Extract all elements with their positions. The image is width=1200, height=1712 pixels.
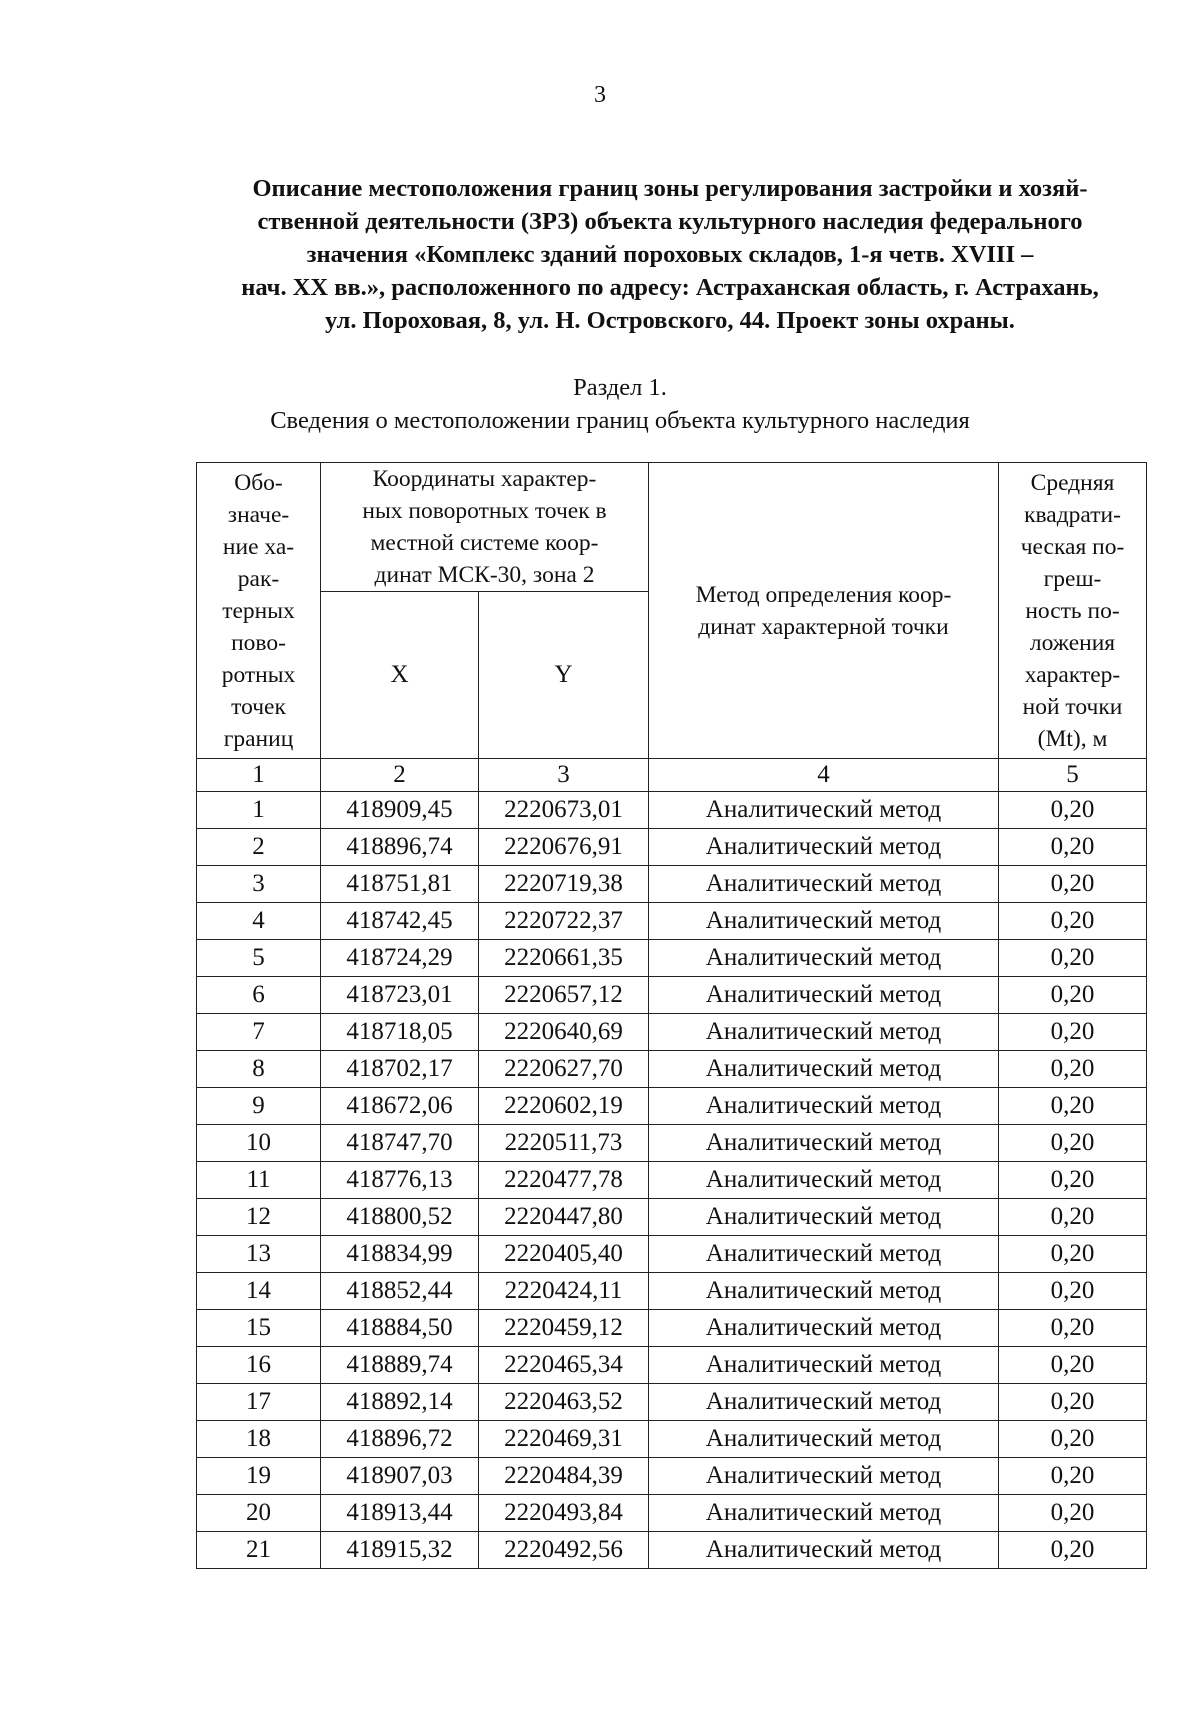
method-cell: Аналитический метод [649, 792, 999, 829]
title-line: ул. Пороховая, 8, ул. Н. Островского, 44. Проект зоны охраны. [325, 307, 1015, 334]
point-number: 1 [197, 792, 321, 829]
table-row [197, 1495, 1147, 1532]
point-number: 19 [197, 1458, 321, 1495]
y-coordinate: 2220627,70 [479, 1051, 649, 1088]
error-value: 0,20 [999, 1310, 1147, 1347]
x-coordinate: 418909,45 [321, 792, 479, 829]
section-heading [0, 371, 1200, 437]
coordinates-table [196, 462, 1147, 1569]
point-number: 17 [197, 1384, 321, 1421]
x-coordinate: 418723,01 [321, 977, 479, 1014]
point-number: 10 [197, 1125, 321, 1162]
x-coordinate: 418834,99 [321, 1236, 479, 1273]
page-number: 3 [594, 82, 606, 108]
point-number: 8 [197, 1051, 321, 1088]
y-coordinate: 2220657,12 [479, 977, 649, 1014]
method-cell: Аналитический метод [649, 1458, 999, 1495]
point-number: 14 [197, 1273, 321, 1310]
table-body [197, 792, 1147, 1569]
title-line: нач. XX вв.», расположенного по адресу: Астраханская область, г. Астрахань, [241, 274, 1099, 301]
x-coordinate: 418896,74 [321, 829, 479, 866]
method-cell: Аналитический метод [649, 829, 999, 866]
x-coordinate: 418852,44 [321, 1273, 479, 1310]
point-number: 5 [197, 940, 321, 977]
point-number: 13 [197, 1236, 321, 1273]
y-coordinate: 2220676,91 [479, 829, 649, 866]
column-number: 5 [999, 759, 1147, 792]
y-coordinate: 2220661,35 [479, 940, 649, 977]
section-subtitle: Сведения о местоположении границ объекта культурного наследия [270, 407, 970, 434]
point-number: 18 [197, 1421, 321, 1458]
y-coordinate: 2220477,78 [479, 1162, 649, 1199]
x-coordinate: 418800,52 [321, 1199, 479, 1236]
column-number: 3 [479, 759, 649, 792]
y-coordinate: 2220447,80 [479, 1199, 649, 1236]
table-row [197, 829, 1147, 866]
point-number: 20 [197, 1495, 321, 1532]
table-row [197, 1014, 1147, 1051]
header-x: X [321, 592, 479, 759]
point-number: 21 [197, 1532, 321, 1569]
table-row [197, 1347, 1147, 1384]
point-number: 3 [197, 866, 321, 903]
y-coordinate: 2220673,01 [479, 792, 649, 829]
method-cell: Аналитический метод [649, 1384, 999, 1421]
header-mean-square-error: Средняя квадрати- ческая по- греш- ность по- ложения характер- ной точки (Mt), м [999, 463, 1147, 759]
error-value: 0,20 [999, 903, 1147, 940]
x-coordinate: 418889,74 [321, 1347, 479, 1384]
document-title [180, 172, 1160, 337]
error-value: 0,20 [999, 977, 1147, 1014]
table-row [197, 1162, 1147, 1199]
x-coordinate: 418724,29 [321, 940, 479, 977]
table-row [197, 1088, 1147, 1125]
y-coordinate: 2220459,12 [479, 1310, 649, 1347]
error-value: 0,20 [999, 792, 1147, 829]
table-row [197, 1051, 1147, 1088]
method-cell: Аналитический метод [649, 866, 999, 903]
error-value: 0,20 [999, 1458, 1147, 1495]
method-cell: Аналитический метод [649, 1014, 999, 1051]
method-cell: Аналитический метод [649, 1310, 999, 1347]
point-number: 16 [197, 1347, 321, 1384]
error-value: 0,20 [999, 1273, 1147, 1310]
error-value: 0,20 [999, 1014, 1147, 1051]
y-coordinate: 2220722,37 [479, 903, 649, 940]
method-cell: Аналитический метод [649, 1421, 999, 1458]
title-line: значения «Комплекс зданий пороховых складов, 1-я четв. XVIII – [306, 241, 1034, 268]
error-value: 0,20 [999, 1532, 1147, 1569]
error-value: 0,20 [999, 1125, 1147, 1162]
y-coordinate: 2220493,84 [479, 1495, 649, 1532]
error-value: 0,20 [999, 940, 1147, 977]
table-row [197, 1236, 1147, 1273]
x-coordinate: 418915,32 [321, 1532, 479, 1569]
error-value: 0,20 [999, 829, 1147, 866]
title-line: Описание местоположения границ зоны регулирования застройки и хозяй- [252, 175, 1088, 202]
x-coordinate: 418884,50 [321, 1310, 479, 1347]
error-value: 0,20 [999, 1421, 1147, 1458]
method-cell: Аналитический метод [649, 1088, 999, 1125]
method-cell: Аналитический метод [649, 1236, 999, 1273]
y-coordinate: 2220465,34 [479, 1347, 649, 1384]
x-coordinate: 418742,45 [321, 903, 479, 940]
table-row [197, 1273, 1147, 1310]
error-value: 0,20 [999, 866, 1147, 903]
header-method: Метод определения коор- динат характерной точки [649, 463, 999, 759]
y-coordinate: 2220424,11 [479, 1273, 649, 1310]
method-cell: Аналитический метод [649, 1162, 999, 1199]
x-coordinate: 418913,44 [321, 1495, 479, 1532]
title-line: ственной деятельности (ЗРЗ) объекта культурного наследия федерального [257, 208, 1083, 235]
error-value: 0,20 [999, 1051, 1147, 1088]
table-row [197, 977, 1147, 1014]
method-cell: Аналитический метод [649, 1051, 999, 1088]
method-cell: Аналитический метод [649, 977, 999, 1014]
y-coordinate: 2220484,39 [479, 1458, 649, 1495]
column-number: 2 [321, 759, 479, 792]
x-coordinate: 418892,14 [321, 1384, 479, 1421]
point-number: 12 [197, 1199, 321, 1236]
x-coordinate: 418751,81 [321, 866, 479, 903]
section-title: Раздел 1. [573, 374, 667, 401]
method-cell: Аналитический метод [649, 1125, 999, 1162]
point-number: 2 [197, 829, 321, 866]
point-number: 9 [197, 1088, 321, 1125]
method-cell: Аналитический метод [649, 903, 999, 940]
table-row [197, 903, 1147, 940]
column-number: 1 [197, 759, 321, 792]
error-value: 0,20 [999, 1162, 1147, 1199]
y-coordinate: 2220602,19 [479, 1088, 649, 1125]
table-row [197, 1199, 1147, 1236]
table-row [197, 1310, 1147, 1347]
table-row [197, 940, 1147, 977]
x-coordinate: 418672,06 [321, 1088, 479, 1125]
error-value: 0,20 [999, 1199, 1147, 1236]
table-row [197, 1532, 1147, 1569]
error-value: 0,20 [999, 1384, 1147, 1421]
method-cell: Аналитический метод [649, 1495, 999, 1532]
y-coordinate: 2220463,52 [479, 1384, 649, 1421]
x-coordinate: 418718,05 [321, 1014, 479, 1051]
point-number: 7 [197, 1014, 321, 1051]
table-row [197, 866, 1147, 903]
y-coordinate: 2220469,31 [479, 1421, 649, 1458]
y-coordinate: 2220405,40 [479, 1236, 649, 1273]
column-number: 4 [649, 759, 999, 792]
method-cell: Аналитический метод [649, 940, 999, 977]
x-coordinate: 418776,13 [321, 1162, 479, 1199]
x-coordinate: 418747,70 [321, 1125, 479, 1162]
error-value: 0,20 [999, 1236, 1147, 1273]
table-row [197, 1384, 1147, 1421]
y-coordinate: 2220492,56 [479, 1532, 649, 1569]
x-coordinate: 418702,17 [321, 1051, 479, 1088]
error-value: 0,20 [999, 1347, 1147, 1384]
method-cell: Аналитический метод [649, 1532, 999, 1569]
header-coordinates-group: Координаты характер- ных поворотных точек в местной системе коор- динат МСК-30, зона 2 [321, 463, 649, 592]
error-value: 0,20 [999, 1495, 1147, 1532]
error-value: 0,20 [999, 1088, 1147, 1125]
point-number: 4 [197, 903, 321, 940]
point-number: 6 [197, 977, 321, 1014]
table-row [197, 1458, 1147, 1495]
y-coordinate: 2220511,73 [479, 1125, 649, 1162]
y-coordinate: 2220719,38 [479, 866, 649, 903]
table-row [197, 792, 1147, 829]
x-coordinate: 418907,03 [321, 1458, 479, 1495]
y-coordinate: 2220640,69 [479, 1014, 649, 1051]
point-number: 11 [197, 1162, 321, 1199]
method-cell: Аналитический метод [649, 1347, 999, 1384]
x-coordinate: 418896,72 [321, 1421, 479, 1458]
header-y: Y [479, 592, 649, 759]
method-cell: Аналитический метод [649, 1273, 999, 1310]
point-number: 15 [197, 1310, 321, 1347]
header-point-designation: Обо- значе- ние ха- рак- терных пово- ротных точек границ [197, 463, 321, 759]
table-row [197, 1421, 1147, 1458]
table-row [197, 1125, 1147, 1162]
method-cell: Аналитический метод [649, 1199, 999, 1236]
